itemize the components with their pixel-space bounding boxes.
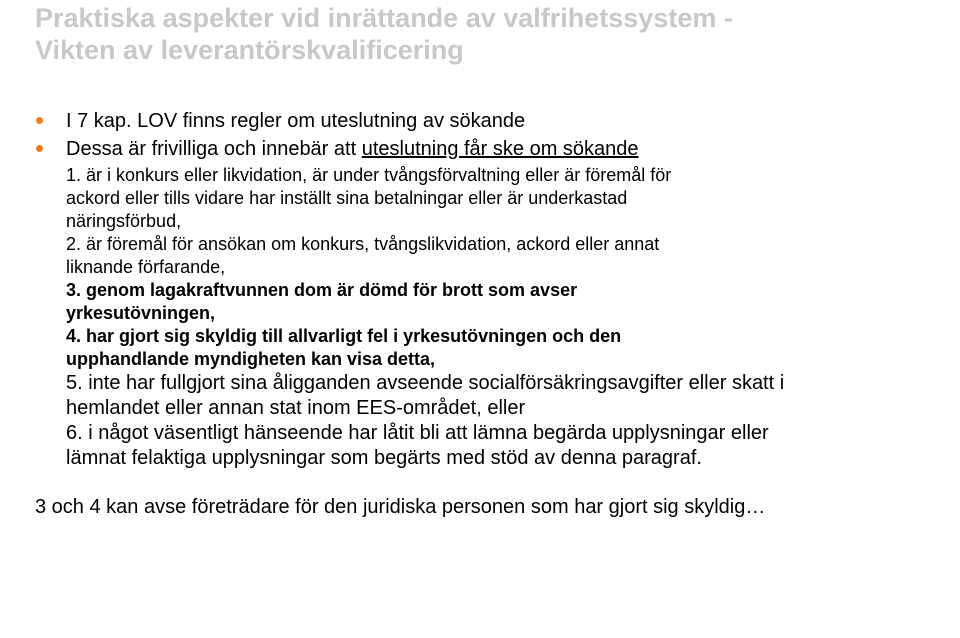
exclusion-item-3-line-2: yrkesutövningen, bbox=[66, 303, 216, 323]
exclusion-item-1-line-3: näringsförbud, bbox=[66, 211, 182, 231]
exclusion-item-4-line-1: 4. har gjort sig skyldig till allvarligt fel i yrkesutövningen och den bbox=[66, 326, 622, 346]
exclusion-item-2-line-1: 2. är föremål för ansökan om konkurs, tvångslikvidation, ackord eller annat bbox=[66, 234, 660, 254]
exclusion-item-5-line-2: hemlandet eller annan stat inom EES-området, eller bbox=[66, 397, 526, 419]
exclusion-item-4 bbox=[66, 325, 946, 371]
exclusion-item-2 bbox=[66, 233, 946, 279]
bullet-text: I 7 kap. LOV finns regler om uteslutning av sökande bbox=[66, 110, 526, 132]
exclusion-item-2-line-2: liknande förfarande, bbox=[66, 257, 226, 277]
footer-note: 3 och 4 kan avse företrädare för den juridiska personen som har gjort sig skyldig… bbox=[35, 496, 766, 518]
slide-title bbox=[35, 2, 935, 66]
bullet-text-underlined: uteslutning får ske om sökande bbox=[361, 138, 639, 160]
exclusion-item-1-line-1: 1. är i konkurs eller likvidation, är under tvångsförvaltning eller är föremål för bbox=[66, 165, 672, 185]
bullet-item bbox=[36, 107, 936, 135]
exclusion-item-4-line-2: upphandlande myndigheten kan visa detta, bbox=[66, 349, 436, 369]
bullet-list bbox=[36, 107, 936, 163]
exclusion-item-6-line-2: lämnat felaktiga upplysningar som begärts med stöd av denna paragraf. bbox=[66, 447, 702, 469]
exclusion-item-1 bbox=[66, 164, 946, 233]
exclusion-item-3 bbox=[66, 279, 946, 325]
slide-title-line-2: Vikten av leverantörskvalificering bbox=[35, 35, 464, 65]
exclusion-item-3-line-1: 3. genom lagakraftvunnen dom är dömd för brott som avser bbox=[66, 280, 578, 300]
bullet-dot-icon bbox=[36, 117, 43, 124]
bullet-dot-icon bbox=[36, 145, 43, 152]
bullet-item bbox=[36, 135, 936, 163]
exclusion-item-6-line-1: 6. i något väsentligt hänseende har låtit bli att lämna begärda upplysningar eller bbox=[66, 422, 769, 444]
exclusion-grounds-list bbox=[66, 164, 946, 471]
exclusion-item-5 bbox=[66, 371, 946, 421]
exclusion-item-6 bbox=[66, 421, 946, 471]
bullet-text-prefix: Dessa är frivilliga och innebär att bbox=[66, 138, 362, 160]
exclusion-item-1-line-2: ackord eller tills vidare har inställt sina betalningar eller är underkastad bbox=[66, 188, 628, 208]
slide-title-line-1: Praktiska aspekter vid inrättande av valfrihetssystem - bbox=[35, 3, 733, 33]
exclusion-item-5-line-1: 5. inte har fullgjort sina åligganden avseende socialförsäkringsavgifter eller skatt i bbox=[66, 372, 785, 394]
